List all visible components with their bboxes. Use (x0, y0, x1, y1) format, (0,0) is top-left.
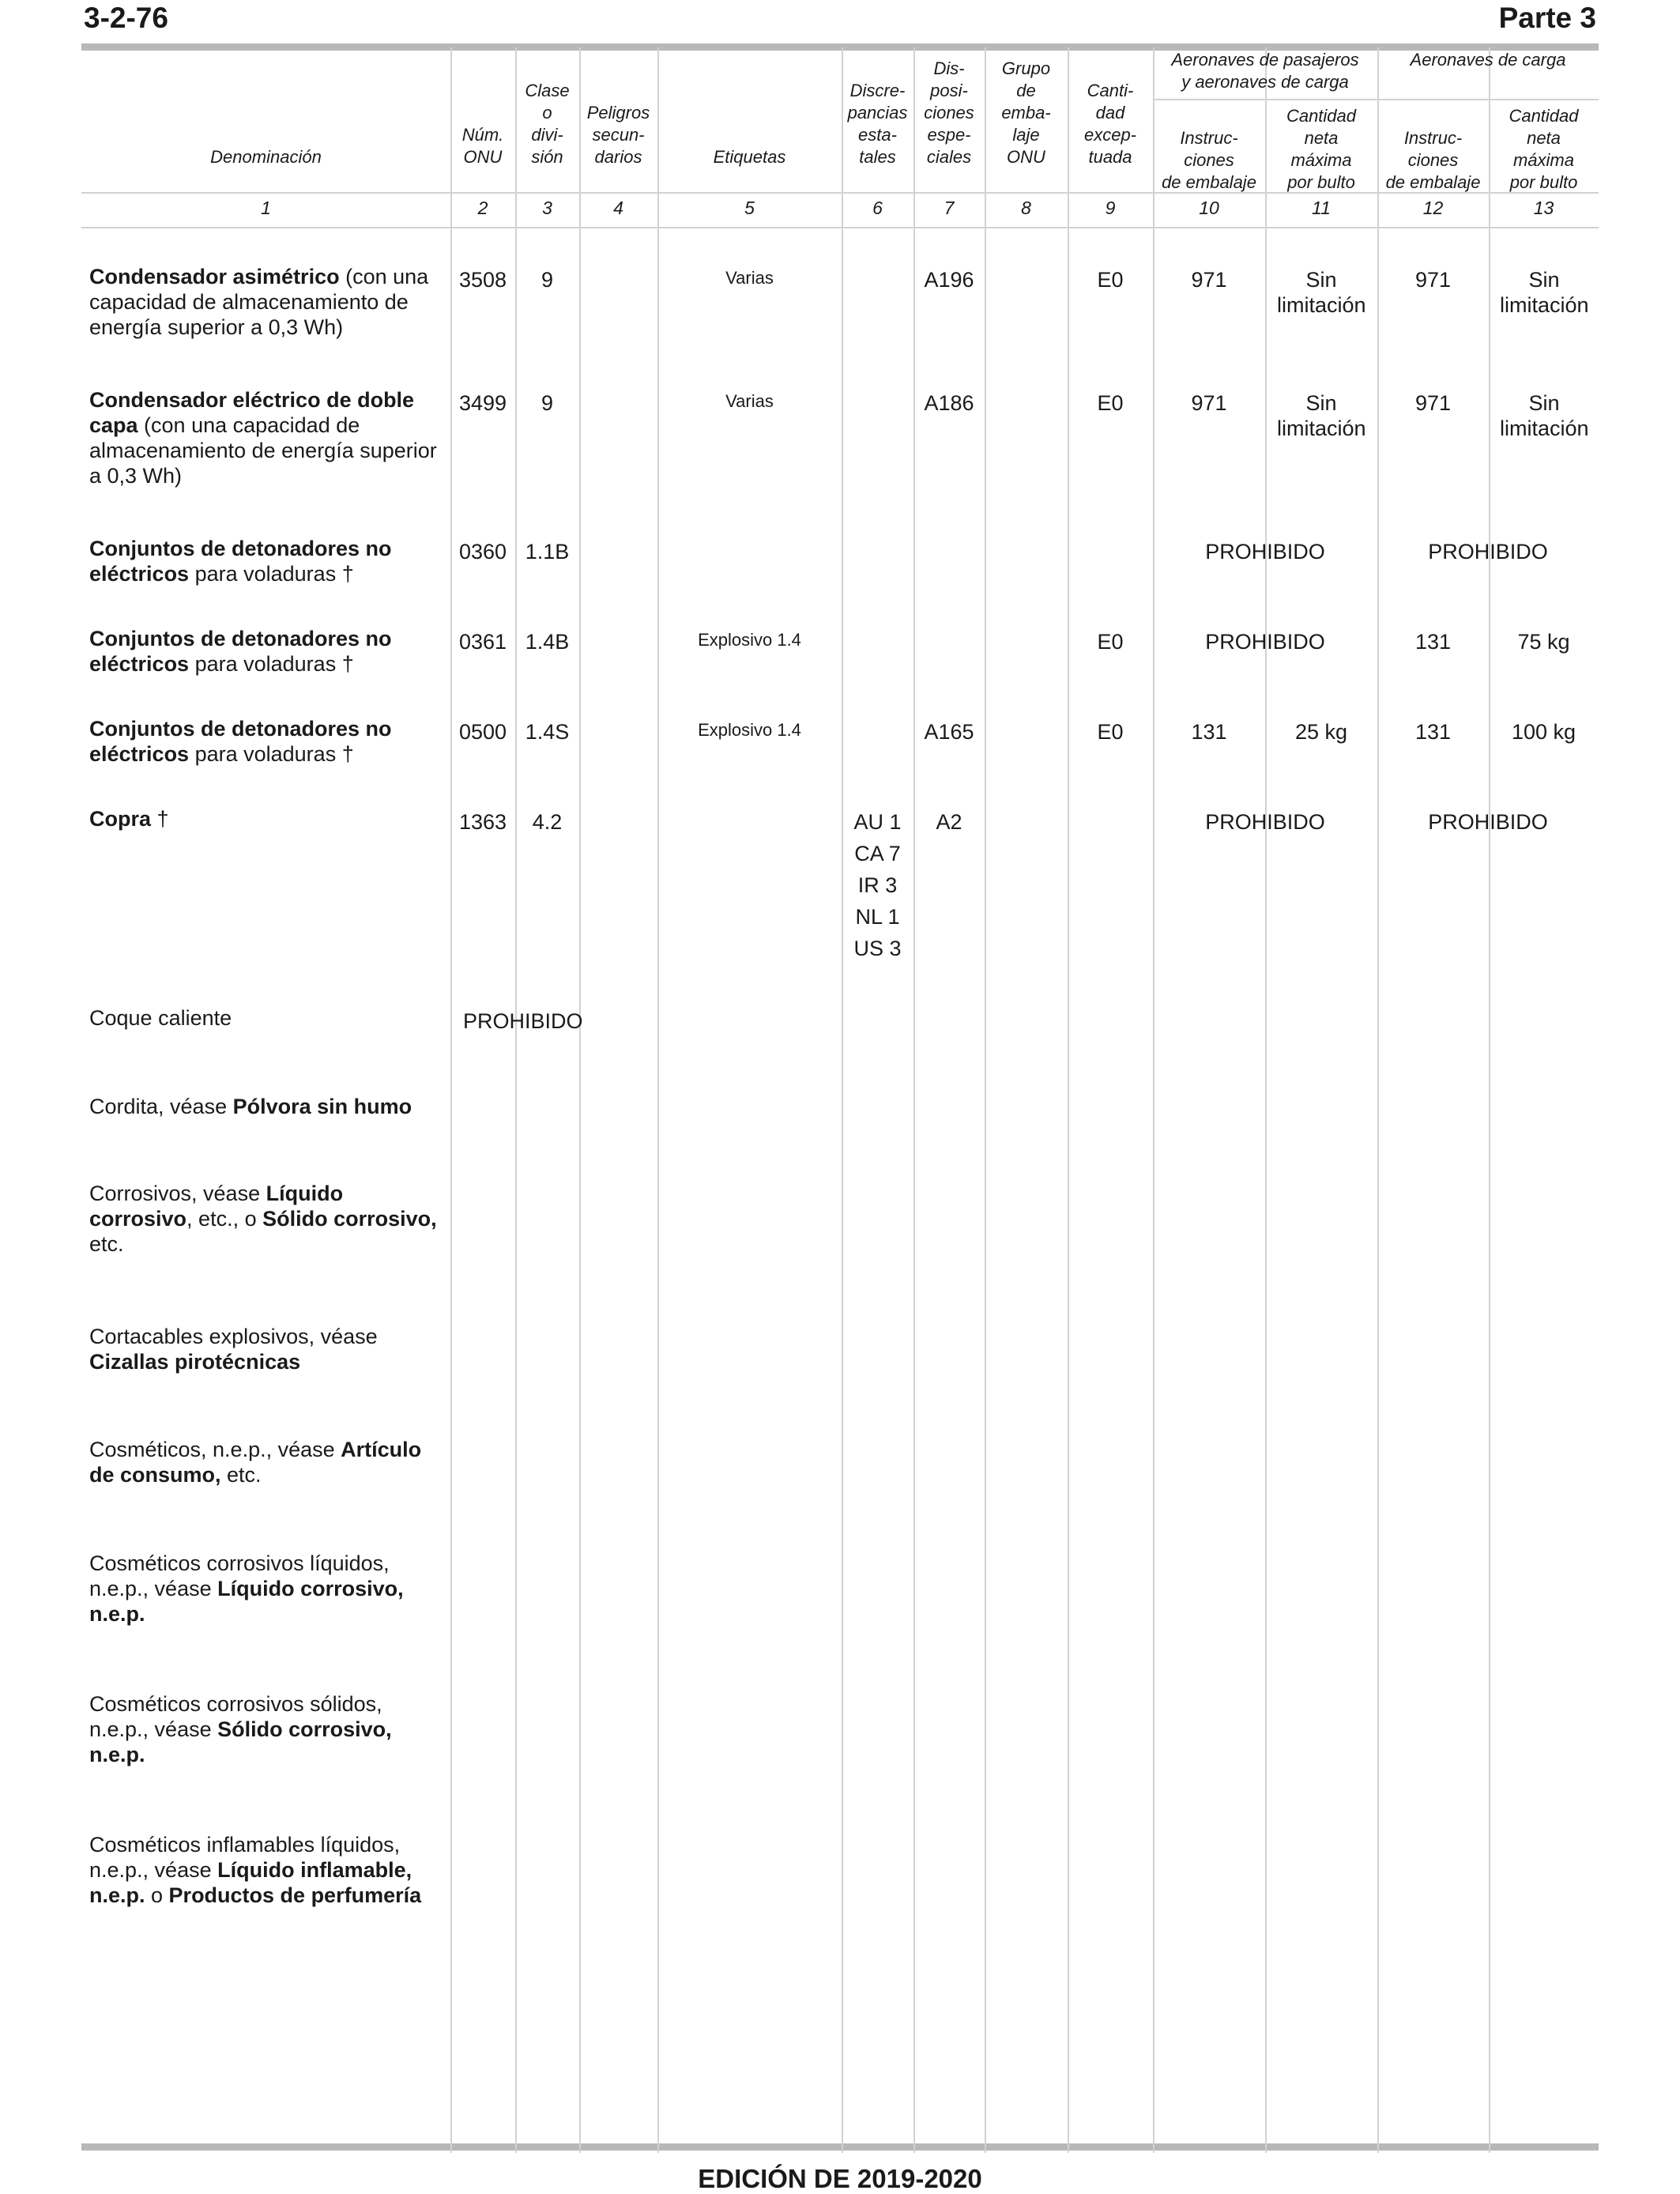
header-peligros: Peligros secun- darios (586, 103, 650, 167)
denominacion: Conjuntos de detonadores no eléctricos para voladuras † (89, 717, 392, 766)
clase: 9 (541, 268, 554, 292)
disposiciones: A186 (924, 391, 974, 415)
col-divider (1153, 47, 1155, 2153)
denominacion: Coque caliente (89, 1006, 232, 1030)
group-divider (1153, 99, 1599, 100)
num-onu: 3499 (458, 391, 507, 415)
etiquetas: Explosivo 1.4 (698, 720, 801, 740)
instrucciones-c: 971 (1414, 391, 1452, 415)
header-pasajeros-group: Aeronaves de pasajeros y aeronaves de carga (1171, 50, 1359, 92)
col-divider (1489, 47, 1490, 2153)
num-onu: 0361 (458, 630, 507, 654)
num-onu: 0360 (458, 540, 507, 564)
col-number: 7 (944, 198, 955, 218)
col-number: 2 (477, 198, 488, 218)
denominacion: Corrosivos, véase Líquido corrosivo, etc., o Sólido corrosivo, etc. (89, 1182, 437, 1256)
denominacion: Cosméticos corrosivos sólidos, n.e.p., véase Sólido corrosivo, n.e.p. (89, 1692, 392, 1766)
etiquetas: Explosivo 1.4 (698, 630, 801, 650)
header-disposiciones: Dis- posi- ciones espe- ciales (924, 58, 974, 167)
denominacion: Condensador asimétrico (con una capacidad de almacenamiento de energía superior a 0,3 Wh) (89, 265, 429, 339)
num-onu: 1363 (458, 810, 507, 834)
bottom-rule (81, 2143, 1599, 2151)
disposiciones: A2 (936, 810, 962, 834)
header-discrepancias: Discre- pancias esta- tales (847, 81, 908, 167)
col-number: 10 (1199, 198, 1219, 218)
cantidad-c: 75 kg (1517, 630, 1570, 654)
cantidad-c: Sin limitación (1500, 268, 1589, 317)
prohibido-carga: PROHIBIDO (1428, 810, 1548, 834)
col-divider (1377, 47, 1379, 2153)
instrucciones-c: 131 (1414, 630, 1452, 654)
part-title: Parte 3 (1498, 2, 1596, 34)
col-divider (985, 47, 986, 2153)
discrepancia: CA 7 (854, 842, 901, 865)
denominacion: Cosméticos, n.e.p., véase Artículo de consumo, etc. (89, 1438, 422, 1487)
header-etiquetas: Etiquetas (713, 147, 786, 167)
col-divider (1068, 47, 1069, 2153)
discrepancias-list (842, 806, 913, 964)
num-onu: 3508 (458, 268, 507, 292)
header-denominacion: Denominación (210, 147, 322, 167)
discrepancia: NL 1 (855, 905, 900, 929)
discrepancia: US 3 (853, 937, 902, 960)
prohibido-pasajeros: PROHIBIDO (1205, 630, 1325, 654)
instrucciones-p: 971 (1191, 391, 1227, 415)
number-divider (81, 227, 1599, 228)
col-number: 4 (613, 198, 623, 218)
col-number: 8 (1021, 198, 1031, 218)
col-divider (657, 47, 659, 2153)
header-cantidad-p: Cantidad neta máxima por bulto (1286, 106, 1357, 192)
discrepancia: AU 1 (853, 810, 902, 834)
cantidad-exceptuada: E0 (1097, 268, 1124, 292)
denominacion: Condensador eléctrico de doble capa (con una capacidad de almacenamiento de energía superior a 0,3 Wh) (89, 388, 437, 488)
clase: 4.2 (532, 810, 563, 834)
denominacion: Cortacables explosivos, véase Cizallas pirotécnicas (89, 1325, 378, 1374)
instrucciones-c: 131 (1414, 720, 1452, 744)
header-carga-group: Aeronaves de carga (1410, 50, 1566, 70)
cantidad-c: 100 kg (1511, 720, 1576, 744)
clase: 9 (541, 391, 554, 415)
etiquetas: Varias (725, 391, 774, 411)
header-cantidad-exceptuada: Canti- dad excep- tuada (1083, 81, 1137, 167)
denominacion: Cordita, véase Pólvora sin humo (89, 1095, 412, 1118)
etiquetas: Varias (725, 268, 774, 288)
header-grupo: Grupo de emba- laje ONU (1001, 58, 1051, 167)
num-onu: 0500 (458, 720, 507, 744)
col-divider (913, 47, 915, 2153)
disposiciones: A196 (924, 268, 974, 292)
col-number: 5 (744, 198, 755, 218)
prohibido-pasajeros: PROHIBIDO (1205, 540, 1325, 564)
instrucciones-c: 971 (1414, 268, 1452, 292)
cantidad-exceptuada: E0 (1097, 630, 1124, 654)
denominacion: Cosméticos inflamables líquidos, n.e.p., véase Líquido inflamable, n.e.p. o Productos de perfumería (89, 1833, 422, 1907)
col-divider (515, 47, 517, 2153)
cantidad-p: Sin limitación (1277, 268, 1366, 317)
page-number: 3-2-76 (84, 2, 168, 34)
header-clase: Clase o divi- sión (525, 81, 570, 167)
disposiciones: A165 (924, 720, 974, 744)
header-num-onu: Núm. ONU (461, 125, 504, 167)
col-number: 11 (1312, 198, 1331, 218)
col-divider (842, 47, 843, 2153)
denominacion: Conjuntos de detonadores no eléctricos para voladuras † (89, 627, 392, 676)
col-number: 9 (1105, 198, 1116, 218)
prohibido: PROHIBIDO (463, 1009, 583, 1033)
cantidad-p: 25 kg (1294, 720, 1348, 744)
clase: 1.1B (525, 540, 570, 564)
cantidad-p: Sin limitación (1277, 391, 1366, 440)
instrucciones-p: 131 (1191, 720, 1227, 744)
cantidad-exceptuada: E0 (1097, 720, 1124, 744)
denominacion: Cosméticos corrosivos líquidos, n.e.p., véase Líquido corrosivo, n.e.p. (89, 1551, 404, 1626)
col-divider (579, 47, 581, 2153)
instrucciones-p: 971 (1191, 268, 1227, 292)
header-cantidad-c: Cantidad neta máxima por bulto (1509, 106, 1579, 192)
clase: 1.4S (525, 720, 570, 744)
col-number: 13 (1533, 198, 1554, 218)
discrepancia: IR 3 (857, 873, 898, 897)
header-instrucciones-c: Instruc- ciones de embalaje (1385, 128, 1481, 192)
edition-footer: EDICIÓN DE 2019-2020 (698, 2164, 982, 2193)
denominacion: Conjuntos de detonadores no eléctricos para voladuras † (89, 537, 392, 586)
cantidad-c: Sin limitación (1500, 391, 1589, 440)
col-number: 1 (261, 198, 271, 218)
col-divider (450, 47, 452, 2153)
clase: 1.4B (525, 630, 570, 654)
prohibido-pasajeros: PROHIBIDO (1205, 810, 1325, 834)
col-number: 12 (1422, 198, 1444, 218)
prohibido-carga: PROHIBIDO (1428, 540, 1548, 564)
col-number: 3 (542, 198, 552, 218)
denominacion: Copra † (89, 807, 169, 831)
col-divider (1265, 47, 1267, 2153)
cantidad-exceptuada: E0 (1097, 391, 1124, 415)
col-number: 6 (872, 198, 883, 218)
header-instrucciones-p: Instruc- ciones de embalaje (1162, 128, 1256, 192)
